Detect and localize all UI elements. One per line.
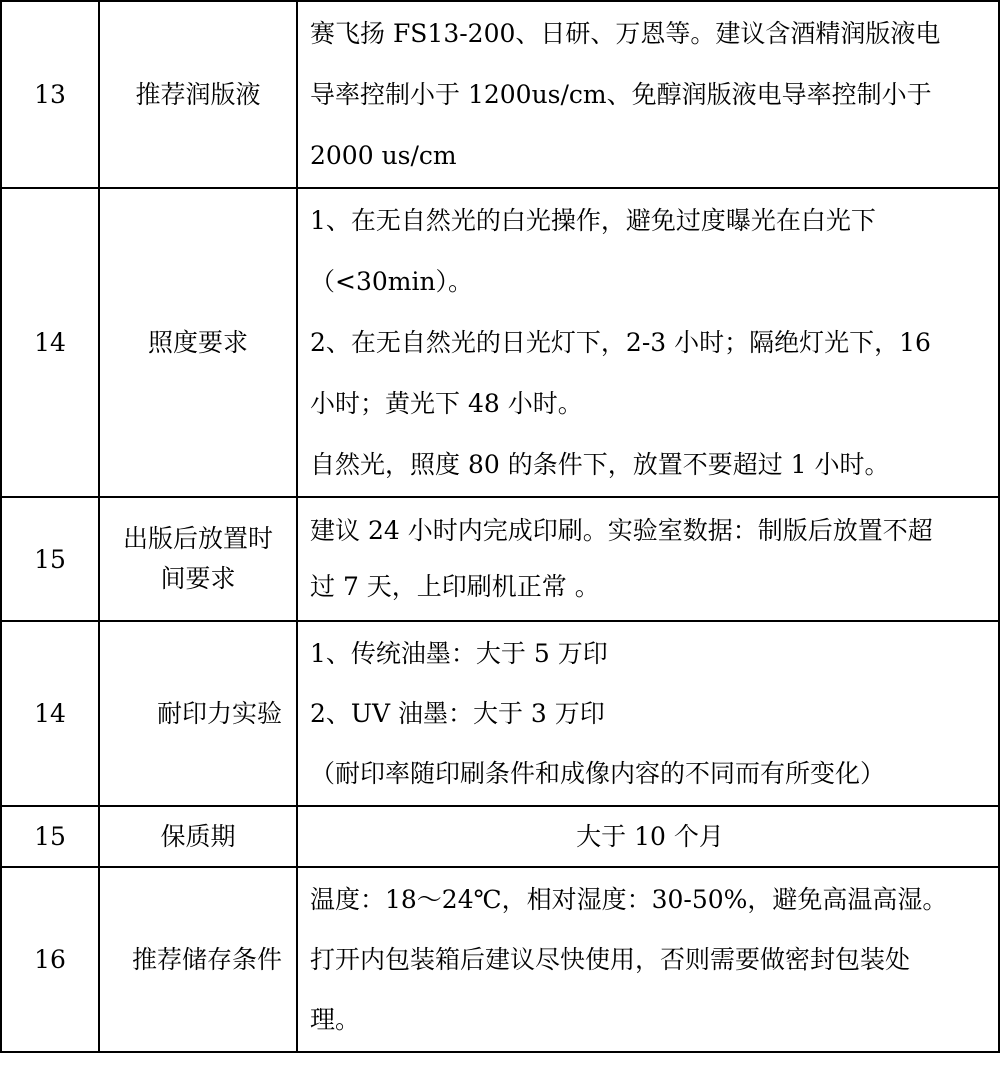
item-description: 1、传统油墨：大于 5 万印 2、UV 油墨：大于 3 万印 （耐印率随印刷条件和成像内容的不同而有所变化） bbox=[297, 621, 999, 806]
row-number: 15 bbox=[1, 497, 99, 621]
table-row bbox=[1, 867, 999, 1052]
item-name: 推荐润版液 bbox=[99, 1, 297, 188]
item-name: 推荐储存条件 bbox=[99, 867, 297, 1052]
item-description: 1、在无自然光的白光操作，避免过度曝光在白光下 （<30min）。 2、在无自然光的日光灯下，2-3 小时；隔绝灯光下，16 小时；黄光下 48 小时。 自然光，照度 80 的条件下，放置不要超过 1 小时。 bbox=[297, 188, 999, 497]
item-name: 保质期 bbox=[99, 806, 297, 867]
row-number: 15 bbox=[1, 806, 99, 867]
item-name: 耐印力实验 bbox=[99, 621, 297, 806]
table-row bbox=[1, 497, 999, 621]
item-description: 温度：18～24℃，相对湿度：30-50%，避免高温高湿。 打开内包装箱后建议尽快使用，否则需要做密封包装处 理。 bbox=[297, 867, 999, 1052]
item-description: 大于 10 个月 bbox=[297, 806, 999, 867]
row-number: 16 bbox=[1, 867, 99, 1052]
table-row bbox=[1, 806, 999, 867]
row-number: 14 bbox=[1, 621, 99, 806]
item-name: 出版后放置时 间要求 bbox=[99, 497, 297, 621]
row-number: 14 bbox=[1, 188, 99, 497]
row-number: 13 bbox=[1, 1, 99, 188]
table-row bbox=[1, 621, 999, 806]
table-row bbox=[1, 188, 999, 497]
table-row bbox=[1, 1, 999, 188]
item-description: 建议 24 小时内完成印刷。实验室数据：制版后放置不超 过 7 天，上印刷机正常 。 bbox=[297, 497, 999, 621]
item-name: 照度要求 bbox=[99, 188, 297, 497]
item-description: 赛飞扬 FS13-200、日研、万恩等。建议含酒精润版液电 导率控制小于 1200us/cm、免醇润版液电导率控制小于 2000 us/cm bbox=[297, 1, 999, 188]
